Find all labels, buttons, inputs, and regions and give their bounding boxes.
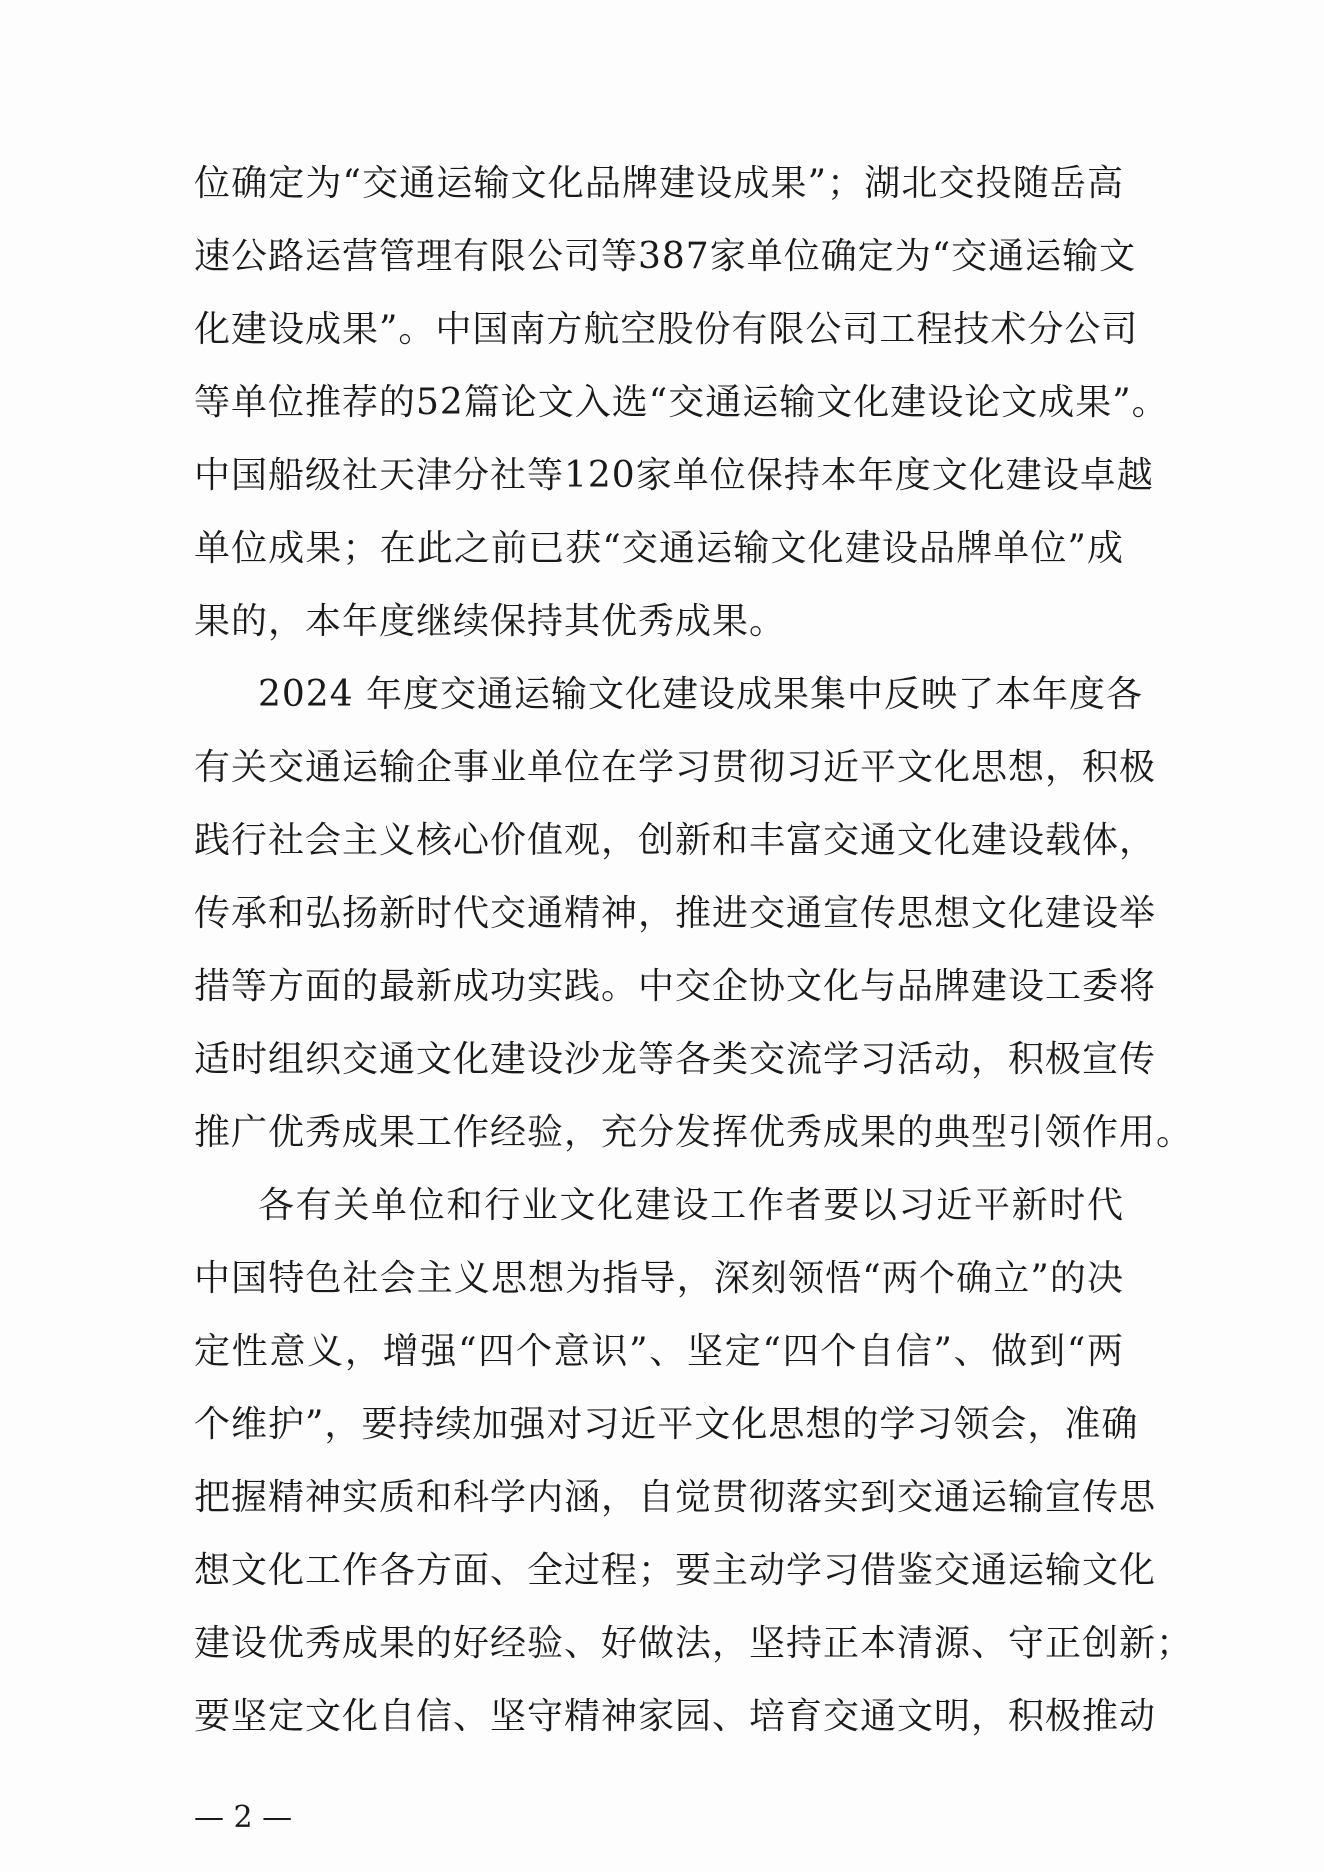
text-line: 中国特色社会主义思想为指导，深刻领悟“两个确立”的决 [194,1258,1124,1299]
text-line: 想文化工作各方面、全过程；要主动学习借鉴交通运输文化 [194,1550,1157,1591]
page-number: — 2 — [194,1800,293,1835]
text-line: 措等方面的最新成功实践。中交企协文化与品牌建设工委将 [194,966,1157,1007]
text-line: 中国船级社天津分社等120家单位保持本年度文化建设卓越 [194,455,1154,496]
text-line: 果的，本年度继续保持其优秀成果。 [194,601,787,642]
text-line: 有关交通运输企事业单位在学习贯彻习近平文化思想，积极 [194,747,1157,788]
text-line: 建设优秀成果的好经验、好做法，坚持正本清源、守正创新； [194,1623,1194,1664]
text-line: 推广优秀成果工作经验，充分发挥优秀成果的典型引领作用。 [194,1112,1194,1153]
text-line: 等单位推荐的52篇论文入选“交通运输文化建设论文成果”。 [194,382,1169,423]
text-line: 个维护”，要持续加强对习近平文化思想的学习领会，准确 [194,1404,1139,1445]
text-line: 位确定为“交通运输文化品牌建设成果”；湖北交投随岳高 [194,163,1124,204]
text-line: 传承和弘扬新时代交通精神，推进交通宣传思想文化建设举 [194,893,1157,934]
paragraph-first-line: 2024 年度交通运输文化建设成果集中反映了本年度各 [258,674,1144,715]
text-line: 化建设成果”。中国南方航空股份有限公司工程技术分公司 [194,309,1139,350]
text-line: 单位成果；在此之前已获“交通运输文化建设品牌单位”成 [194,528,1124,569]
text-line: 要坚定文化自信、坚守精神家园、培育交通文明，积极推动 [194,1696,1157,1737]
text-line: 践行社会主义核心价值观，创新和丰富交通文化建设载体， [194,820,1157,861]
text-line: 速公路运营管理有限公司等387家单位确定为“交通运输文 [194,236,1137,277]
text-line: 适时组织交通文化建设沙龙等各类交流学习活动，积极宣传 [194,1039,1157,1080]
text-line: 把握精神实质和科学内涵，自觉贯彻落实到交通运输宣传思 [194,1477,1157,1518]
paragraph-first-line: 各有关单位和行业文化建设工作者要以习近平新时代 [258,1185,1124,1226]
text-line: 定性意义，增强“四个意识”、坚定“四个自信”、做到“两 [194,1331,1124,1372]
